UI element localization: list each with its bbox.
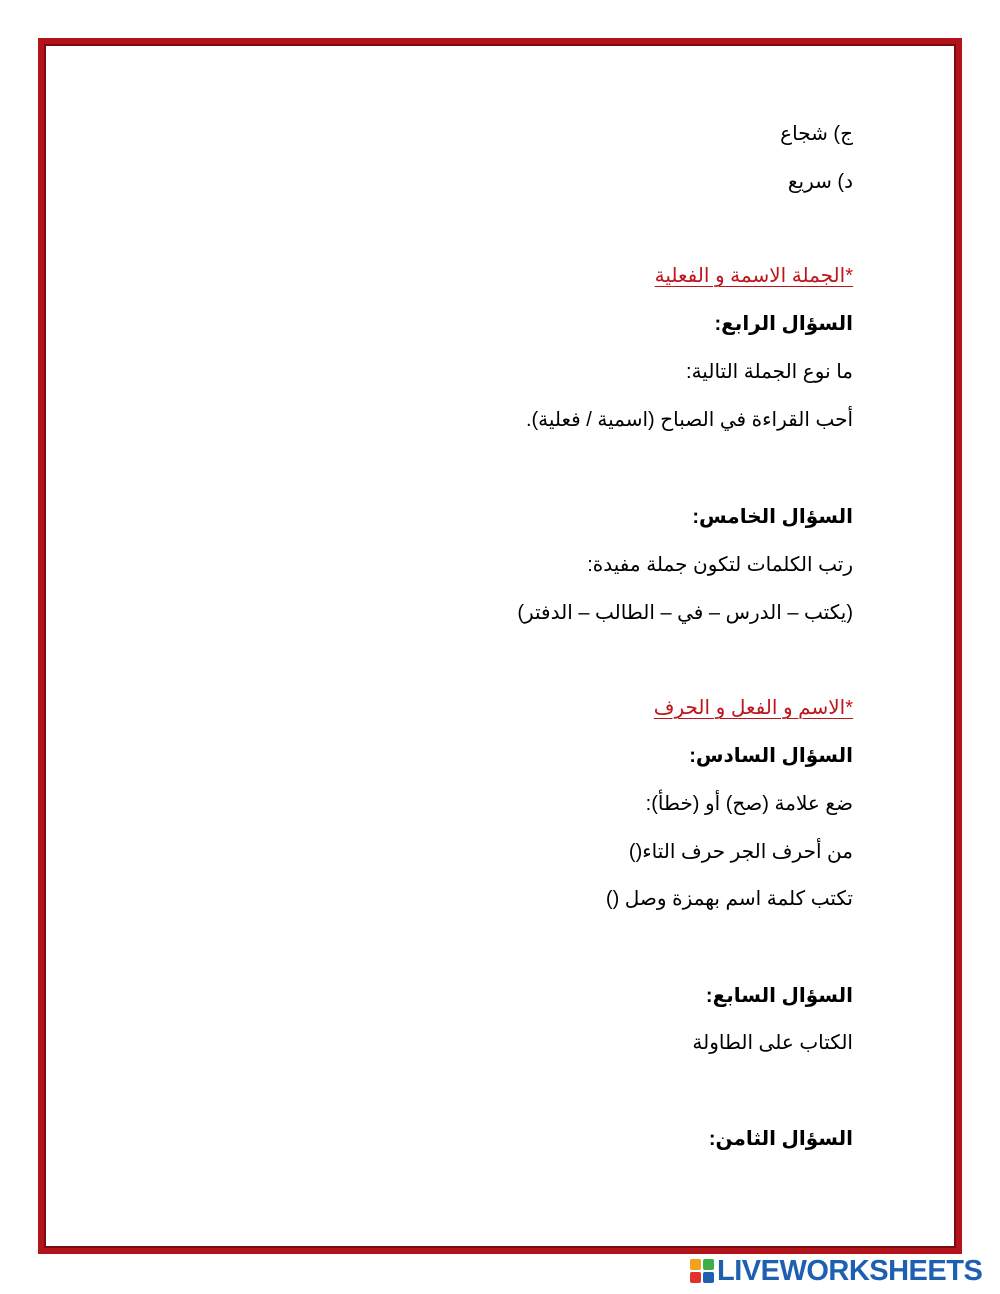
option-c: ج) شجاع bbox=[780, 123, 853, 145]
liveworksheets-logo bbox=[690, 1254, 982, 1288]
question-5-prompt: رتب الكلمات لتكون جملة مفيدة: bbox=[587, 554, 853, 576]
question-7-sentence: الكتاب على الطاولة bbox=[692, 1032, 853, 1054]
question-6-item-2: تكتب كلمة اسم بهمزة وصل () bbox=[605, 888, 853, 910]
question-5-title: السؤال الخامس: bbox=[692, 506, 853, 528]
option-d: د) سريع bbox=[787, 171, 853, 193]
page-frame bbox=[38, 38, 962, 1254]
question-6-title: السؤال السادس: bbox=[689, 745, 853, 767]
question-8-title: السؤال الثامن: bbox=[708, 1128, 853, 1150]
question-5-words: (يكتب – الدرس – في – الطالب – الدفتر) bbox=[517, 602, 853, 624]
logo-text: LIVEWORKSHEETS bbox=[717, 1254, 983, 1287]
liveworksheets-logo-icon bbox=[690, 1259, 714, 1283]
section-heading-parts-of-speech: *الاسم و الفعل و الحرف bbox=[653, 697, 853, 719]
question-6-prompt: ضع علامة (صح) أو (خطأ): bbox=[645, 793, 853, 815]
question-4-title: السؤال الرابع: bbox=[714, 313, 853, 335]
question-4-prompt: ما نوع الجملة التالية: bbox=[686, 361, 853, 383]
question-4-sentence: أحب القراءة في الصباح (اسمية / فعلية). bbox=[525, 409, 853, 431]
question-6-item-1: من أحرف الجر حرف التاء() bbox=[628, 841, 853, 863]
question-7-title: السؤال السابع: bbox=[705, 985, 853, 1007]
section-heading-sentences: *الجملة الاسمة و الفعلية bbox=[654, 265, 853, 287]
